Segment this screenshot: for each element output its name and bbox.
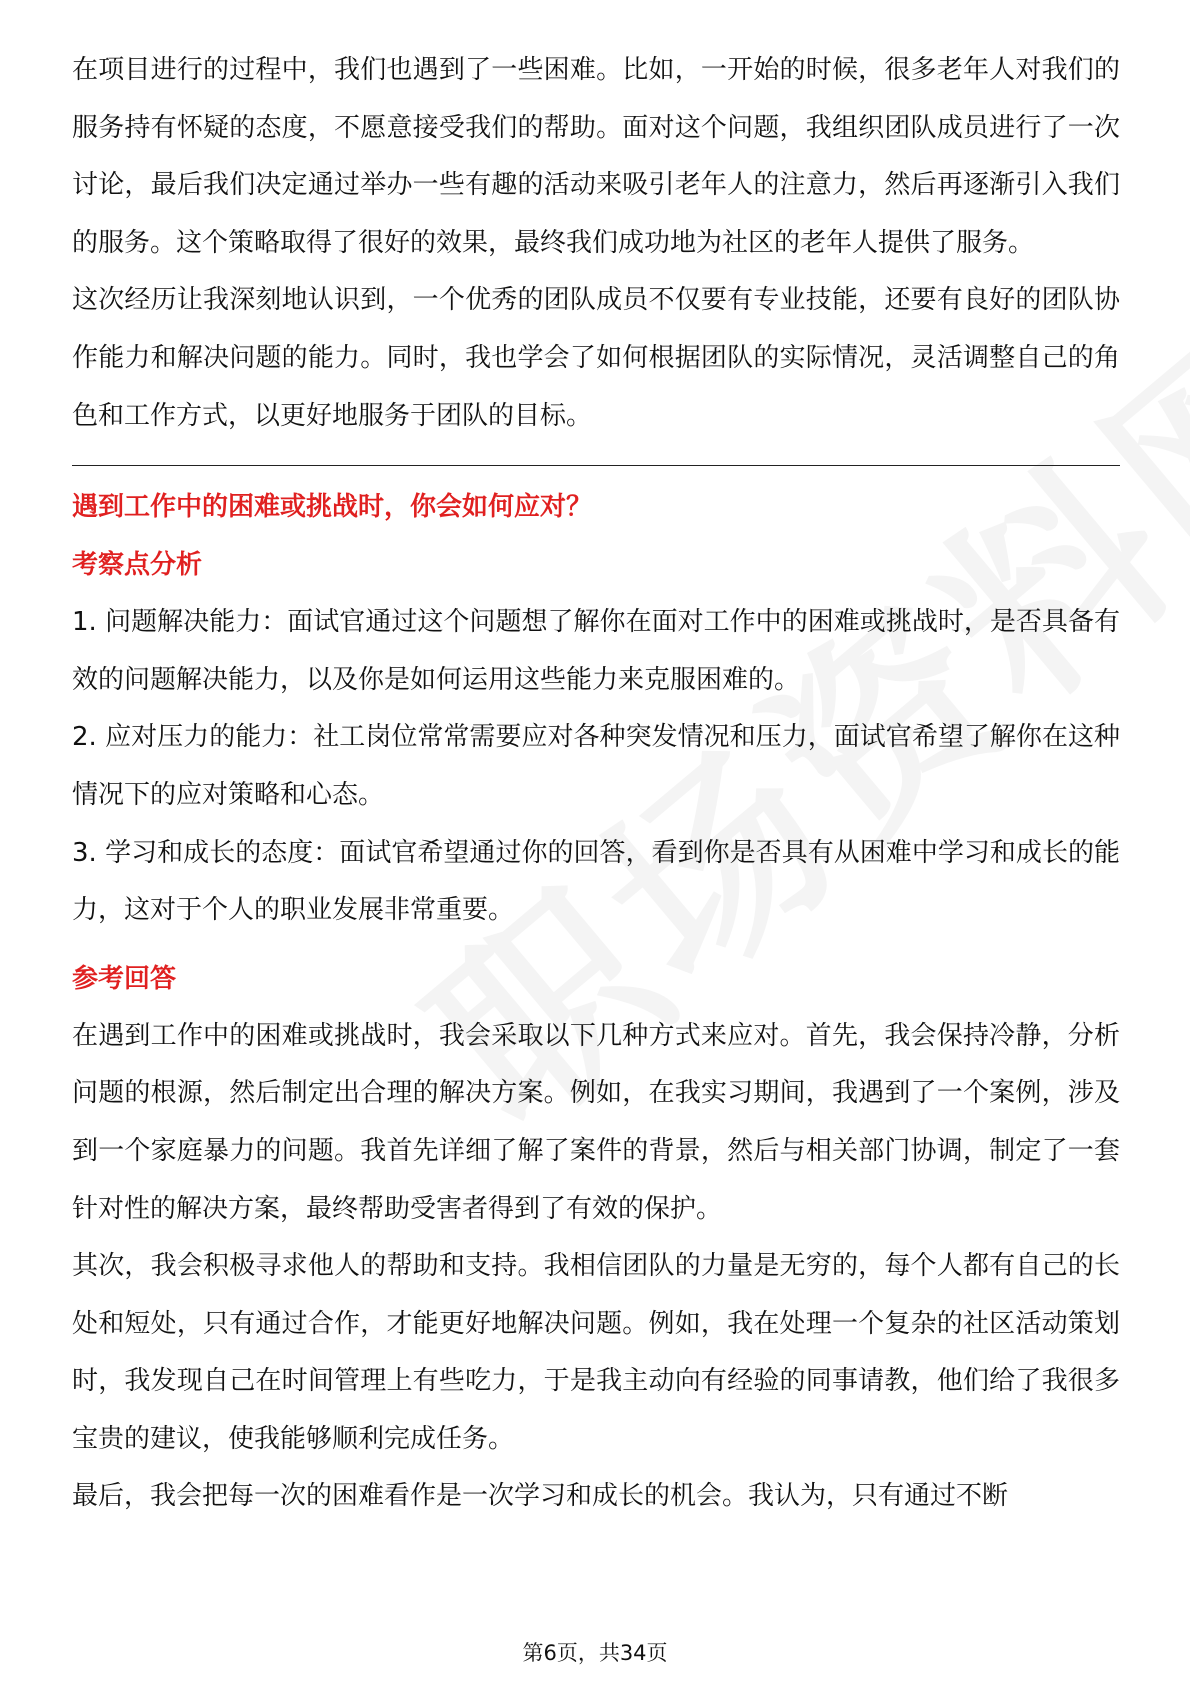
answer-heading: 参考回答 — [72, 963, 177, 994]
analysis-heading: 考察点分析 — [72, 550, 203, 581]
analysis-item: 2. 应对压力的能力：社工岗位常常需要应对各种突发情况和压力，面试官希望了解你在这种情况下的应对策略和心态。 — [72, 722, 1120, 810]
answer-paragraph: 在遇到工作中的困难或挑战时，我会采取以下几种方式来应对。首先，我会保持冷静，分析问题的根源，然后制定出合理的解决方案。例如，在我实习期间，我遇到了一个案例，涉及到一个家庭暴力的问题。我首先详细了解了案件的背景，然后与相关部门协调，制定了一套针对性的解决方案，最终帮助受害者得到了有效的保护。 — [72, 1020, 1120, 1224]
interview-question: 遇到工作中的困难或挑战时，你会如何应对？ — [72, 492, 593, 523]
page-content — [72, 42, 1120, 1526]
answer-paragraph: 其次，我会积极寻求他人的帮助和支持。我相信团队的力量是无穷的，每个人都有自己的长处和短处，只有通过合作，才能更好地解决问题。例如，我在处理一个复杂的社区活动策划时，我发现自己在时间管理上有些吃力，于是我主动向有经验的同事请教，他们给了我很多宝贵的建议，使我能够顺利完成任务。 — [72, 1251, 1120, 1454]
intro-paragraph: 这次经历让我深刻地认识到，一个优秀的团队成员不仅要有专业技能，还要有良好的团队协作能力和解决问题的能力。同时，我也学会了如何根据团队的实际情况，灵活调整自己的角色和工作方式，以更好地服务于团队的目标。 — [72, 285, 1120, 431]
page-number-footer: 第6页，共34页 — [522, 1641, 668, 1665]
section-divider — [72, 465, 1120, 466]
analysis-item: 3. 学习和成长的态度：面试官希望通过你的回答，看到你是否具有从困难中学习和成长的能力，这对于个人的职业发展非常重要。 — [72, 837, 1120, 926]
answer-paragraph: 最后，我会把每一次的困难看作是一次学习和成长的机会。我认为，只有通过不断 — [72, 1481, 1009, 1512]
analysis-item: 1. 问题解决能力：面试官通过这个问题想了解你在面对工作中的困难或挑战时，是否具备有效的问题解决能力，以及你是如何运用这些能力来克服困难的。 — [72, 607, 1120, 695]
intro-paragraph: 在项目进行的过程中，我们也遇到了一些困难。比如，一开始的时候，很多老年人对我们的服务持有怀疑的态度，不愿意接受我们的帮助。面对这个问题，我组织团队成员进行了一次讨论，最后我们决定通过举办一些有趣的活动来吸引老年人的注意力，然后再逐渐引入我们的服务。这个策略取得了很好的效果，最终我们成功地为社区的老年人提供了服务。 — [72, 55, 1120, 258]
